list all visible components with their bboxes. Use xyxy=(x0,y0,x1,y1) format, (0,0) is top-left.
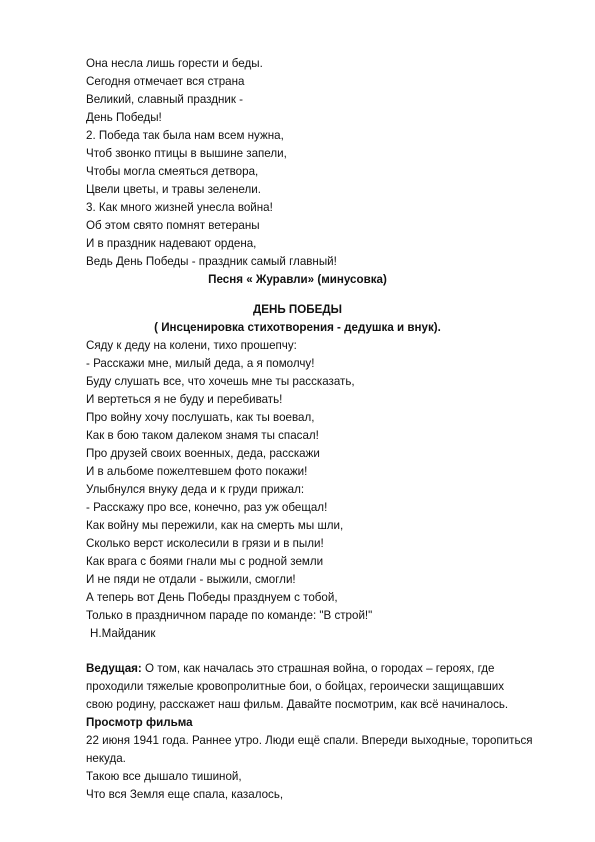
poem-line: Великий, славный праздник - xyxy=(86,93,244,106)
poem-line: А теперь вот День Победы празднуем с тобой, xyxy=(86,591,338,604)
song-heading: Песня « Журавли» (минусовка) xyxy=(208,273,387,286)
poem-line: Она несла лишь горести и беды. xyxy=(86,57,263,70)
poem-line: И не пяди не отдали - выжили, смогли! xyxy=(86,573,296,586)
poem-line: Сяду к деду на колени, тихо прошепчу: xyxy=(86,339,297,352)
poem-line: Про войну хочу послушать, как ты воевал, xyxy=(86,411,315,424)
section-subtitle: ( Инсценировка стихотворения - дедушка и внук). xyxy=(154,321,441,334)
poem-line: Улыбнулся внуку деда и к груди прижал: xyxy=(86,483,305,496)
final-line: Что вся Земля еще спала, казалось, xyxy=(86,788,284,801)
host-text: О том, как началась это страшная война, о городах – героях, где xyxy=(141,662,495,675)
poem-line: Ведь День Победы - праздник самый главный! xyxy=(86,255,337,268)
poem-line: Буду слушать все, что хочешь мне ты рассказать, xyxy=(86,375,355,388)
poem-line: Про друзей своих военных, деда, расскажи xyxy=(86,447,320,460)
poem-author: Н.Майданик xyxy=(90,627,156,640)
poem-line: День Победы! xyxy=(86,111,162,124)
poem-line: - Расскажи мне, милый деда, а я помолчу! xyxy=(86,357,315,370)
poem-line: Как врага с боями гнали мы с родной земли xyxy=(86,555,324,568)
final-line: 22 июня 1941 года. Раннее утро. Люди ещё спали. Впереди выходные, торопиться xyxy=(86,734,533,747)
final-line: Такою все дышало тишиной, xyxy=(86,770,242,783)
poem-line: 3. Как много жизней унесла война! xyxy=(86,201,273,214)
host-label: Ведущая: xyxy=(86,662,142,675)
final-line: некуда. xyxy=(86,752,126,765)
poem-line: Сколько верст исколесили в грязи и в пыли! xyxy=(86,537,324,550)
poem-line: Только в праздничном параде по команде: "В строй!" xyxy=(86,609,373,622)
poem-line: И вертеться я не буду и перебивать! xyxy=(86,393,283,406)
section-title: ДЕНЬ ПОБЕДЫ xyxy=(253,303,342,316)
host-paragraph-line1 xyxy=(86,662,495,676)
poem-line: И в альбоме пожелтевшем фото покажи! xyxy=(86,465,308,478)
host-paragraph-line3: свою родину, расскажет наш фильм. Давайте посмотрим, как всё начиналось. xyxy=(86,698,509,711)
poem-line: Чтобы могла смеяться детвора, xyxy=(86,165,259,178)
poem-line: Цвели цветы, и травы зеленели. xyxy=(86,183,261,196)
host-paragraph-line2: проходили тяжелые кровопролитные бои, о бойцах, героически защищавших xyxy=(86,680,505,693)
film-heading: Просмотр фильма xyxy=(86,716,193,729)
poem-line: Как в бою таком далеком знамя ты спасал! xyxy=(86,429,319,442)
poem-line: Об этом свято помнят ветераны xyxy=(86,219,260,232)
poem-line: 2. Победа так была нам всем нужна, xyxy=(86,129,284,142)
poem-line: Как войну мы пережили, как на смерть мы шли, xyxy=(86,519,344,532)
poem-line: И в праздник надевают ордена, xyxy=(86,237,257,250)
poem-line: Сегодня отмечает вся страна xyxy=(86,75,245,88)
poem-line: Чтоб звонко птицы в вышине запели, xyxy=(86,147,287,160)
poem-line: - Расскажу про все, конечно, раз уж обещал! xyxy=(86,501,328,514)
